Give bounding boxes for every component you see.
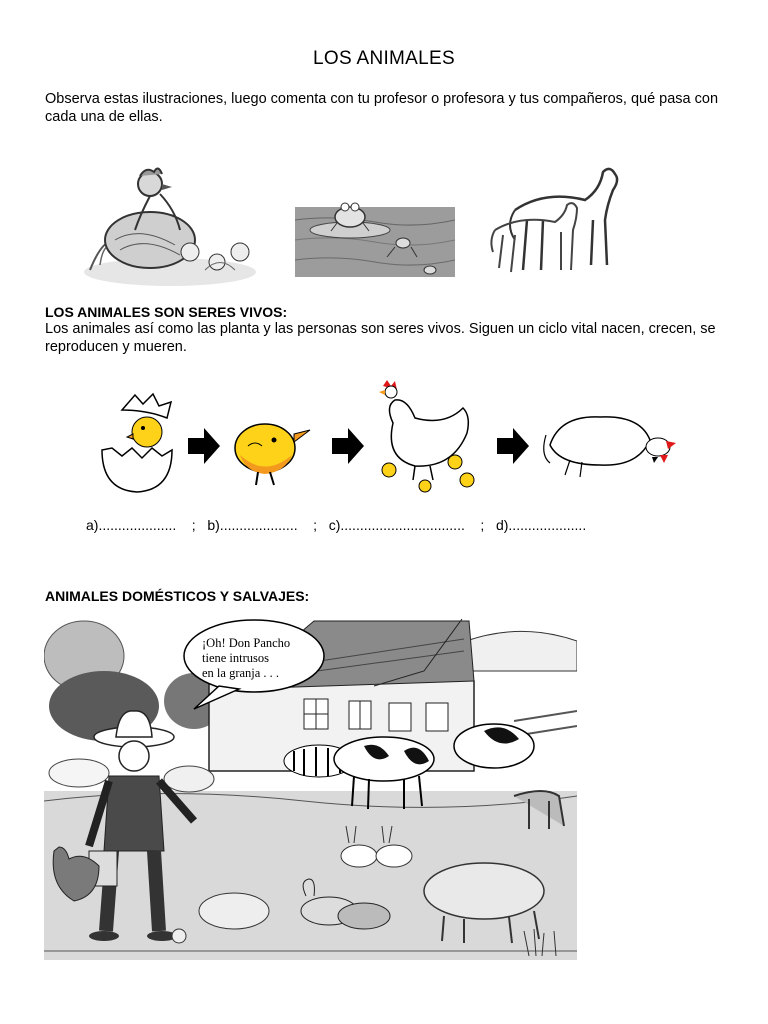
chick-hatching-egg-illustration bbox=[97, 390, 182, 495]
arrow-3-icon bbox=[497, 428, 529, 464]
farm-scene-illustration bbox=[44, 611, 577, 960]
intro-paragraph: Observa estas ilustraciones, luego comenta con tu profesor o profesora y tus compañeros, qué pasa con cada una de ellas. bbox=[45, 91, 719, 125]
chick-illustration bbox=[230, 410, 312, 488]
seres-vivos-paragraph: Los animales así como las planta y las personas son seres vivos. Siguen un ciclo vital nacen, crecen, se reproducen y mueren. bbox=[45, 321, 716, 355]
arrow-1-icon bbox=[188, 428, 220, 464]
horses-illustration bbox=[485, 160, 625, 280]
bubble-line-3: en la granja . . . bbox=[202, 666, 280, 680]
hen-with-chicks-illustration bbox=[80, 160, 260, 290]
hen-with-chicks-cycle-illustration bbox=[375, 378, 480, 496]
bubble-line-2: tiene intrusos bbox=[202, 651, 270, 665]
dead-hen-illustration bbox=[540, 405, 680, 480]
section-heading-domesticos-salvajes: ANIMALES DOMÉSTICOS Y SALVAJES: bbox=[45, 588, 310, 604]
page-title: LOS ANIMALES bbox=[313, 48, 455, 69]
bubble-line-1: ¡Oh! Don Pancho bbox=[202, 636, 291, 650]
frog-pond-illustration bbox=[295, 185, 455, 285]
arrow-2-icon bbox=[332, 428, 364, 464]
life-cycle-blanks: a).................... ; b).................... ; c)................................ ; d).................... bbox=[86, 517, 587, 533]
section-heading-seres-vivos: LOS ANIMALES SON SERES VIVOS: bbox=[45, 304, 288, 320]
